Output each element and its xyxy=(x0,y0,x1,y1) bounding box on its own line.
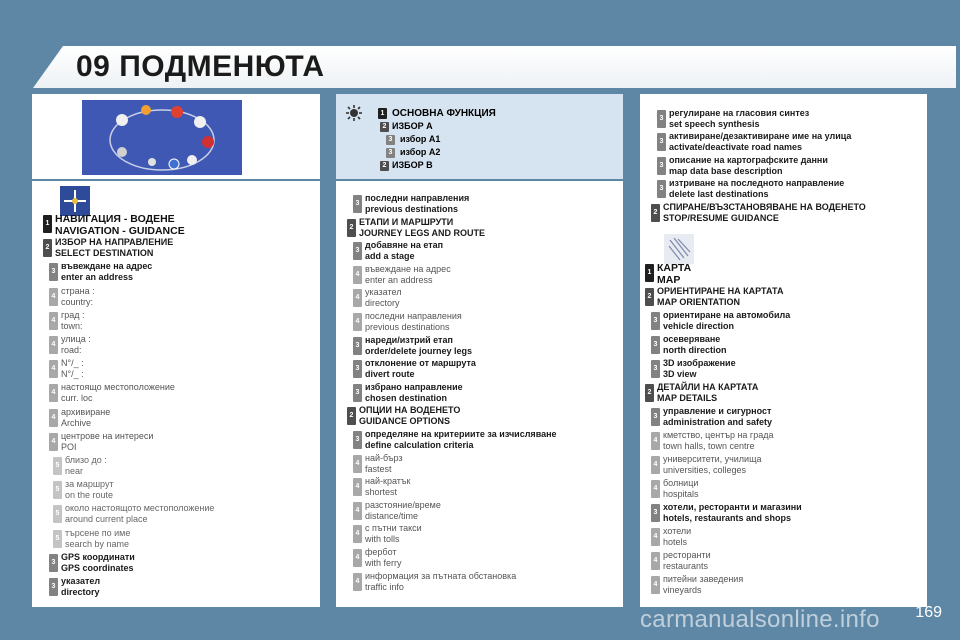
navigation-menu-item-line: град : xyxy=(61,309,85,320)
map-menu-item-text xyxy=(663,358,736,380)
middle-menu-item-line: traffic info xyxy=(365,581,404,592)
right-menu-item-line: activate/deactivate road names xyxy=(669,142,803,153)
middle-menu-item-line: GUIDANCE OPTIONS xyxy=(359,416,451,427)
right-menu-item-line: delete last destinations xyxy=(669,189,769,200)
middle-menu-item-line: previous destinations xyxy=(365,322,450,332)
map-menu-item-text xyxy=(663,478,699,500)
level-3-badge: 3 xyxy=(353,384,362,402)
map-menu-item-line: ОРИЕНТИРАНЕ НА КАРТАТА xyxy=(657,286,784,296)
navigation-menu-item-line: curr. loc xyxy=(61,393,93,404)
level-4-badge: 4 xyxy=(353,549,362,567)
map-menu-item-text xyxy=(663,334,727,356)
navigation-menu-item-text xyxy=(61,407,110,429)
navigation-menu-item-line: Archive xyxy=(61,417,92,428)
main-function-item-label: избор А2 xyxy=(400,147,441,157)
middle-menu-item-text xyxy=(365,240,443,262)
level-4-badge: 4 xyxy=(353,525,362,543)
middle-menu-item-line: divert route xyxy=(365,369,415,380)
right-menu-item-line: set speech synthesis xyxy=(669,119,760,129)
level-5-badge: 5 xyxy=(53,481,62,499)
map-menu-item-line: КАРТА xyxy=(657,262,692,274)
level-4-badge: 4 xyxy=(353,455,362,473)
right-menu-item-text xyxy=(669,131,851,153)
middle-menu-item-text xyxy=(365,547,402,569)
navigation-menu-item-line: страна : xyxy=(61,285,95,296)
middle-menu-item-line: enter an address xyxy=(365,274,433,285)
navigation-menu-item-line: road: xyxy=(61,345,82,355)
map-menu-item-text xyxy=(663,430,773,452)
navigation-menu-item-line: N°/_ : xyxy=(61,369,84,380)
watermark: carmanualsonline.info xyxy=(640,606,880,633)
level-2-badge: 2 xyxy=(347,407,356,425)
level-4-badge: 4 xyxy=(49,336,58,354)
level-4-badge: 4 xyxy=(651,432,660,450)
map-menu-item-text xyxy=(663,454,762,476)
map-menu-item-line: ресторанти xyxy=(663,550,711,560)
level-3-badge: 3 xyxy=(353,195,362,213)
map-menu-item-line: hotels, restaurants and shops xyxy=(663,513,792,523)
map-menu-item-line: vineyards xyxy=(663,585,702,595)
middle-menu-item-text xyxy=(365,287,401,309)
main-function-item-label: ИЗБОР B xyxy=(392,160,433,170)
navigation-menu-item-text xyxy=(61,576,100,598)
middle-menu-item-text xyxy=(365,382,463,404)
map-menu-item-line: болници xyxy=(663,478,699,488)
level-4-badge: 4 xyxy=(651,456,660,474)
map-menu-item-text xyxy=(663,502,802,524)
navigation-menu-item-line: GPS coordinates xyxy=(61,562,134,573)
navigation-menu-item-line: N°/_ : xyxy=(61,358,84,369)
middle-menu-item-text xyxy=(365,476,410,498)
middle-menu-item-line: JOURNEY LEGS AND ROUTE xyxy=(359,227,486,238)
level-3-badge: 3 xyxy=(386,148,395,158)
navigation-menu-item-line: search by name xyxy=(65,538,130,549)
map-menu-item-text xyxy=(657,262,691,286)
level-4-badge: 4 xyxy=(49,360,58,378)
level-3-badge: 3 xyxy=(657,133,666,151)
right-menu-item-line: изтриване на последното направление xyxy=(669,178,845,189)
navigation-menu-item-text xyxy=(61,286,95,308)
navigation-menu-item-text xyxy=(61,431,153,453)
map-menu-item-line: питейни заведения xyxy=(663,574,744,584)
middle-menu-item-line: нареди/изтрий етап xyxy=(365,334,453,345)
middle-menu-item-text xyxy=(365,335,472,357)
middle-menu-item-line: най-кратък xyxy=(365,476,411,487)
navigation-menu-item-text xyxy=(65,455,107,477)
level-2-badge: 2 xyxy=(651,204,660,222)
navigation-menu-item-text xyxy=(65,503,214,525)
level-1-badge: 1 xyxy=(378,108,387,119)
level-3-badge: 3 xyxy=(651,312,660,330)
middle-menu-item-text xyxy=(365,429,557,451)
level-3-badge: 3 xyxy=(386,135,395,145)
right-menu-item-line: активиране/дезактивиране име на улица xyxy=(669,131,852,142)
navigation-menu-item-line: country: xyxy=(61,296,94,307)
middle-menu-item-line: ЕТАПИ И МАРШРУТИ xyxy=(359,216,454,227)
map-menu-item-line: ДЕТАЙЛИ НА КАРТАТА xyxy=(657,382,759,392)
level-4-badge: 4 xyxy=(353,478,362,496)
level-4-badge: 4 xyxy=(651,552,660,570)
level-3-badge: 3 xyxy=(651,408,660,426)
level-4-badge: 4 xyxy=(353,266,362,284)
map-menu-item-text xyxy=(663,406,772,428)
map-menu-item-line: хотели, ресторанти и магазини xyxy=(663,502,802,512)
right-menu-item-line: map data base description xyxy=(669,165,783,176)
page-title: 09 ПОДМЕНЮТА xyxy=(76,50,325,83)
map-menu-item-line: restaurants xyxy=(663,561,709,571)
navigation-menu-item-line: NAVIGATION - GUIDANCE xyxy=(55,225,185,237)
map-menu-item-line: universities, colleges xyxy=(663,465,747,475)
right-menu-item-line: описание на картографските данни xyxy=(669,154,828,165)
main-function-item-label: ИЗБОР А xyxy=(392,121,433,131)
map-menu-item-text xyxy=(663,574,743,596)
middle-menu-item-text xyxy=(365,193,469,215)
navigation-screen-icons xyxy=(82,100,242,175)
navigation-compass-icon xyxy=(60,186,90,216)
navigation-menu-item-line: за маршрут xyxy=(65,479,114,490)
map-menu-item-text xyxy=(663,310,790,332)
navigation-menu-item-line: SELECT DESTINATION xyxy=(55,248,154,259)
middle-menu-item-line: най-бърз xyxy=(365,452,403,463)
middle-menu-item-line: distance/time xyxy=(365,510,419,521)
middle-menu-item-line: order/delete journey legs xyxy=(365,345,473,356)
middle-menu-item-line: фербот xyxy=(365,547,397,557)
navigation-menu-item-line: въвеждане на адрес xyxy=(61,261,153,272)
map-menu-item-line: hospitals xyxy=(663,489,699,499)
middle-menu-item-line: fastest xyxy=(365,463,392,474)
level-3-badge: 3 xyxy=(353,431,362,449)
level-4-badge: 4 xyxy=(353,289,362,307)
navigation-menu-item-line: центрове на интереси xyxy=(61,430,154,441)
navigation-menu-item-text xyxy=(65,479,114,501)
middle-menu-item-line: определяне на критериите за изчисляване xyxy=(365,429,557,439)
navigation-menu-item-text xyxy=(55,237,173,259)
middle-menu-item-line: ОПЦИИ НА ВОДЕНЕТО xyxy=(359,405,461,416)
level-4-badge: 4 xyxy=(49,384,58,402)
navigation-menu-item-line: настоящо местоположение xyxy=(61,382,175,393)
navigation-menu-item-line: enter an address xyxy=(61,272,134,283)
middle-menu-item-line: информация за пътната обстановка xyxy=(365,570,517,581)
map-menu-item-line: administration and safety xyxy=(663,417,773,427)
middle-menu-item-text xyxy=(365,453,403,475)
level-2-badge: 2 xyxy=(380,161,389,171)
middle-menu-item-line: define calculation criteria xyxy=(365,440,474,450)
map-menu-item-line: MAP xyxy=(657,274,681,286)
level-4-badge: 4 xyxy=(49,312,58,330)
middle-menu-item-text xyxy=(365,358,476,380)
middle-menu-item-line: избрано направление xyxy=(365,381,463,392)
level-5-badge: 5 xyxy=(53,505,62,523)
middle-menu-item-text xyxy=(359,405,460,427)
level-4-badge: 4 xyxy=(651,480,660,498)
middle-menu-item-text xyxy=(365,264,451,286)
navigation-menu-item-line: улица : xyxy=(61,334,91,344)
level-3-badge: 3 xyxy=(49,263,58,281)
navigation-menu-item-text xyxy=(61,310,85,332)
navigation-menu-item-text xyxy=(61,382,175,404)
navigation-menu-item-line: directory xyxy=(61,587,100,597)
level-4-badge: 4 xyxy=(651,528,660,546)
map-menu-item-line: осеверяване xyxy=(663,334,721,344)
level-3-badge: 3 xyxy=(49,578,58,596)
level-4-badge: 4 xyxy=(353,502,362,520)
right-menu-item-line: регулиране на гласовия синтез xyxy=(669,108,810,118)
map-menu-item-line: vehicle direction xyxy=(663,321,735,331)
level-3-badge: 3 xyxy=(657,157,666,175)
right-menu-item-line: STOP/RESUME GUIDANCE xyxy=(663,212,779,223)
middle-menu-item-line: указател xyxy=(365,287,402,298)
navigation-menu-item-line: архивиране xyxy=(61,406,111,417)
map-menu-item-line: MAP DETAILS xyxy=(657,393,718,403)
middle-menu-item-text xyxy=(365,523,422,545)
navigation-menu-item-line: указател xyxy=(61,576,101,586)
level-2-badge: 2 xyxy=(645,384,654,402)
navigation-menu-item-line: НАВИГАЦИЯ - ВОДЕНЕ xyxy=(55,213,175,225)
right-menu-item-text xyxy=(669,155,828,177)
level-4-badge: 4 xyxy=(49,433,58,451)
right-menu-item-line: СПИРАНЕ/ВЪЗСТАНОВЯВАНЕ НА ВОДЕНЕТО xyxy=(663,201,866,212)
middle-menu-item-line: с пътни такси xyxy=(365,523,422,534)
level-2-badge: 2 xyxy=(347,219,356,237)
map-menu-item-line: хотели xyxy=(663,526,692,536)
middle-menu-item-line: въвеждане на адрес xyxy=(365,263,451,274)
map-menu-item-text xyxy=(663,526,691,548)
map-menu-item-line: ориентиране на автомобила xyxy=(663,310,791,320)
middle-menu-item-line: add a stage xyxy=(365,251,415,262)
navigation-menu-item-text xyxy=(61,358,84,380)
middle-menu-item-line: chosen destination xyxy=(365,392,448,403)
level-3-badge: 3 xyxy=(353,360,362,378)
navigation-menu-item-line: ИЗБОР НА НАПРАВЛЕНИЕ xyxy=(55,237,174,248)
navigation-menu-item-text xyxy=(61,552,135,574)
level-5-badge: 5 xyxy=(53,457,62,475)
navigation-menu-item-line: town: xyxy=(61,320,83,331)
navigation-menu-item-line: on the route xyxy=(65,490,114,501)
level-3-badge: 3 xyxy=(49,554,58,572)
map-menu-item-line: управление и сигурност xyxy=(663,406,772,416)
settings-icon xyxy=(345,104,363,122)
navigation-menu-item-line: около настоящото местоположение xyxy=(65,503,215,514)
map-icon xyxy=(664,234,694,264)
navigation-menu-item-line: POI xyxy=(61,441,77,452)
right-menu-item-text xyxy=(669,178,844,200)
map-menu-item-line: 3D view xyxy=(663,369,697,379)
middle-menu-item-line: with tolls xyxy=(365,534,400,545)
navigation-menu-item-line: near xyxy=(65,466,84,476)
screen-display-image xyxy=(82,100,242,175)
level-2-badge: 2 xyxy=(43,239,52,257)
level-2-badge: 2 xyxy=(380,122,389,132)
map-menu-item-line: MAP ORIENTATION xyxy=(657,297,740,307)
map-menu-item-text xyxy=(657,286,783,308)
level-4-badge: 4 xyxy=(353,313,362,331)
map-menu-item-text xyxy=(657,382,758,404)
main-function-item-label: избор А1 xyxy=(400,134,441,144)
middle-menu-item-text xyxy=(365,500,441,522)
navigation-menu-item-line: GPS координати xyxy=(61,551,135,562)
middle-menu-item-line: shortest xyxy=(365,487,398,498)
navigation-menu-item-line: близо до : xyxy=(65,455,107,465)
middle-menu-item-line: разстояние/време xyxy=(365,499,441,510)
middle-menu-item-line: последни направления xyxy=(365,193,470,203)
map-menu-item-line: north direction xyxy=(663,345,727,355)
navigation-menu-item-line: търсене по име xyxy=(65,527,131,538)
level-3-badge: 3 xyxy=(651,504,660,522)
navigation-menu-item-line: around current place xyxy=(65,514,148,525)
middle-menu-item-text xyxy=(365,571,516,593)
right-menu-item-text xyxy=(669,108,809,130)
map-menu-item-text xyxy=(663,550,711,572)
middle-menu-item-line: добавяне на етап xyxy=(365,240,444,251)
main-function-title: ОСНОВНА ФУНКЦИЯ xyxy=(392,108,496,119)
level-1-badge: 1 xyxy=(43,215,52,233)
level-4-badge: 4 xyxy=(353,573,362,591)
navigation-menu-item-text xyxy=(61,261,152,283)
level-3-badge: 3 xyxy=(657,180,666,198)
middle-menu-item-line: отклонение от маршрута xyxy=(365,358,476,369)
middle-menu-item-text xyxy=(359,217,485,239)
level-4-badge: 4 xyxy=(651,576,660,594)
level-2-badge: 2 xyxy=(645,288,654,306)
navigation-menu-item-text xyxy=(55,213,185,237)
level-3-badge: 3 xyxy=(353,337,362,355)
level-3-badge: 3 xyxy=(651,360,660,378)
level-3-badge: 3 xyxy=(651,336,660,354)
map-menu-item-line: университети, училища xyxy=(663,454,762,464)
middle-menu-item-line: previous destinations xyxy=(365,204,459,214)
middle-menu-item-text xyxy=(365,311,462,333)
level-4-badge: 4 xyxy=(49,409,58,427)
level-4-badge: 4 xyxy=(49,288,58,306)
navigation-menu-item-text xyxy=(65,528,130,550)
map-menu-item-line: 3D изображение xyxy=(663,358,736,368)
level-1-badge: 1 xyxy=(645,264,654,282)
map-menu-item-line: hotels xyxy=(663,537,688,547)
page-number: 169 xyxy=(915,604,942,621)
middle-menu-item-line: последни направления xyxy=(365,311,462,321)
middle-menu-item-line: with ferry xyxy=(365,558,402,568)
level-3-badge: 3 xyxy=(353,242,362,260)
map-menu-item-line: кметство, център на града xyxy=(663,430,774,440)
right-menu-item-text xyxy=(663,202,866,224)
navigation-menu-item-text xyxy=(61,334,91,356)
level-5-badge: 5 xyxy=(53,530,62,548)
middle-menu-item-line: directory xyxy=(365,298,400,309)
level-3-badge: 3 xyxy=(657,110,666,128)
map-menu-item-line: town halls, town centre xyxy=(663,441,755,451)
